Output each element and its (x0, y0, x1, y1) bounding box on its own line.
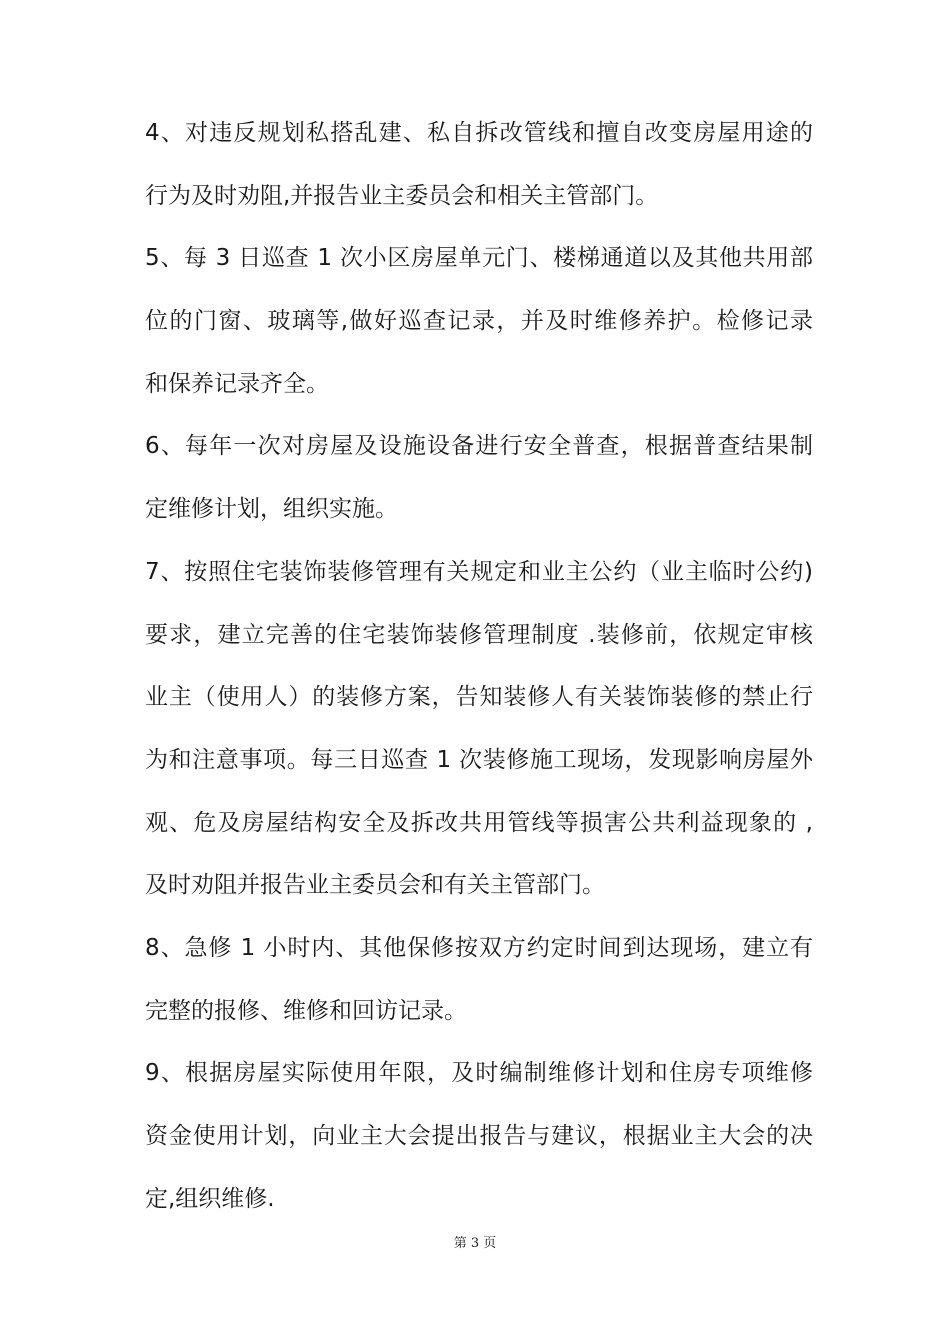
text-line: 位的门窗、玻璃等,做好巡查记录，并及时维修养护。检修记录 (145, 308, 813, 335)
text-line: 行为及时劝阻,并报告业主委员会和相关主管部门。 (145, 182, 659, 209)
text-line: 业主（使用人）的装修方案，告知装修人有关装饰装修的禁止行 (145, 684, 813, 711)
text-line: 完整的报修、维修和回访记录。 (145, 997, 467, 1024)
document-body (145, 102, 813, 1230)
text-line: 资金使用计划，向业主大会提出报告与建议，根据业主大会的决 (145, 1123, 813, 1149)
text-line: 4、对违反规划私搭乱建、私自拆改管线和擅自改变房屋用途的 (145, 120, 813, 146)
text-line: 观、危及房屋结构安全及拆改共用管线等损害公共利益现象的 , (145, 809, 813, 836)
text-line: 7、按照住宅装饰装修管理有关规定和业主公约（业主临时公约) (145, 558, 813, 585)
text-line: 及时劝阻并报告业主委员会和有关主管部门。 (145, 872, 605, 899)
text-line: 定维修计划，组织实施。 (145, 496, 398, 523)
page-number: 第 3 页 (453, 1236, 497, 1251)
text-line: 8、急修 1 小时内、其他保修按双方约定时间到达现场，建立有 (145, 934, 813, 961)
text-line: 定,组织维修. (145, 1185, 275, 1212)
text-line: 5、每 3 日巡查 1 次小区房屋单元门、楼梯通道以及其他共用部 (145, 245, 813, 272)
text-line: 要求，建立完善的住宅装饰装修管理制度 .装修前，依规定审核 (145, 621, 813, 648)
text-line: 和保养记录齐全。 (145, 370, 329, 397)
text-line: 6、每年一次对房屋及设施设备进行安全普查，根据普查结果制 (145, 433, 813, 460)
text-line: 9、根据房屋实际使用年限，及时编制维修计划和住房专项维修 (145, 1060, 813, 1087)
text-line: 为和注意事项。每三日巡查 1 次装修施工现场，发现影响房屋外 (145, 746, 813, 773)
